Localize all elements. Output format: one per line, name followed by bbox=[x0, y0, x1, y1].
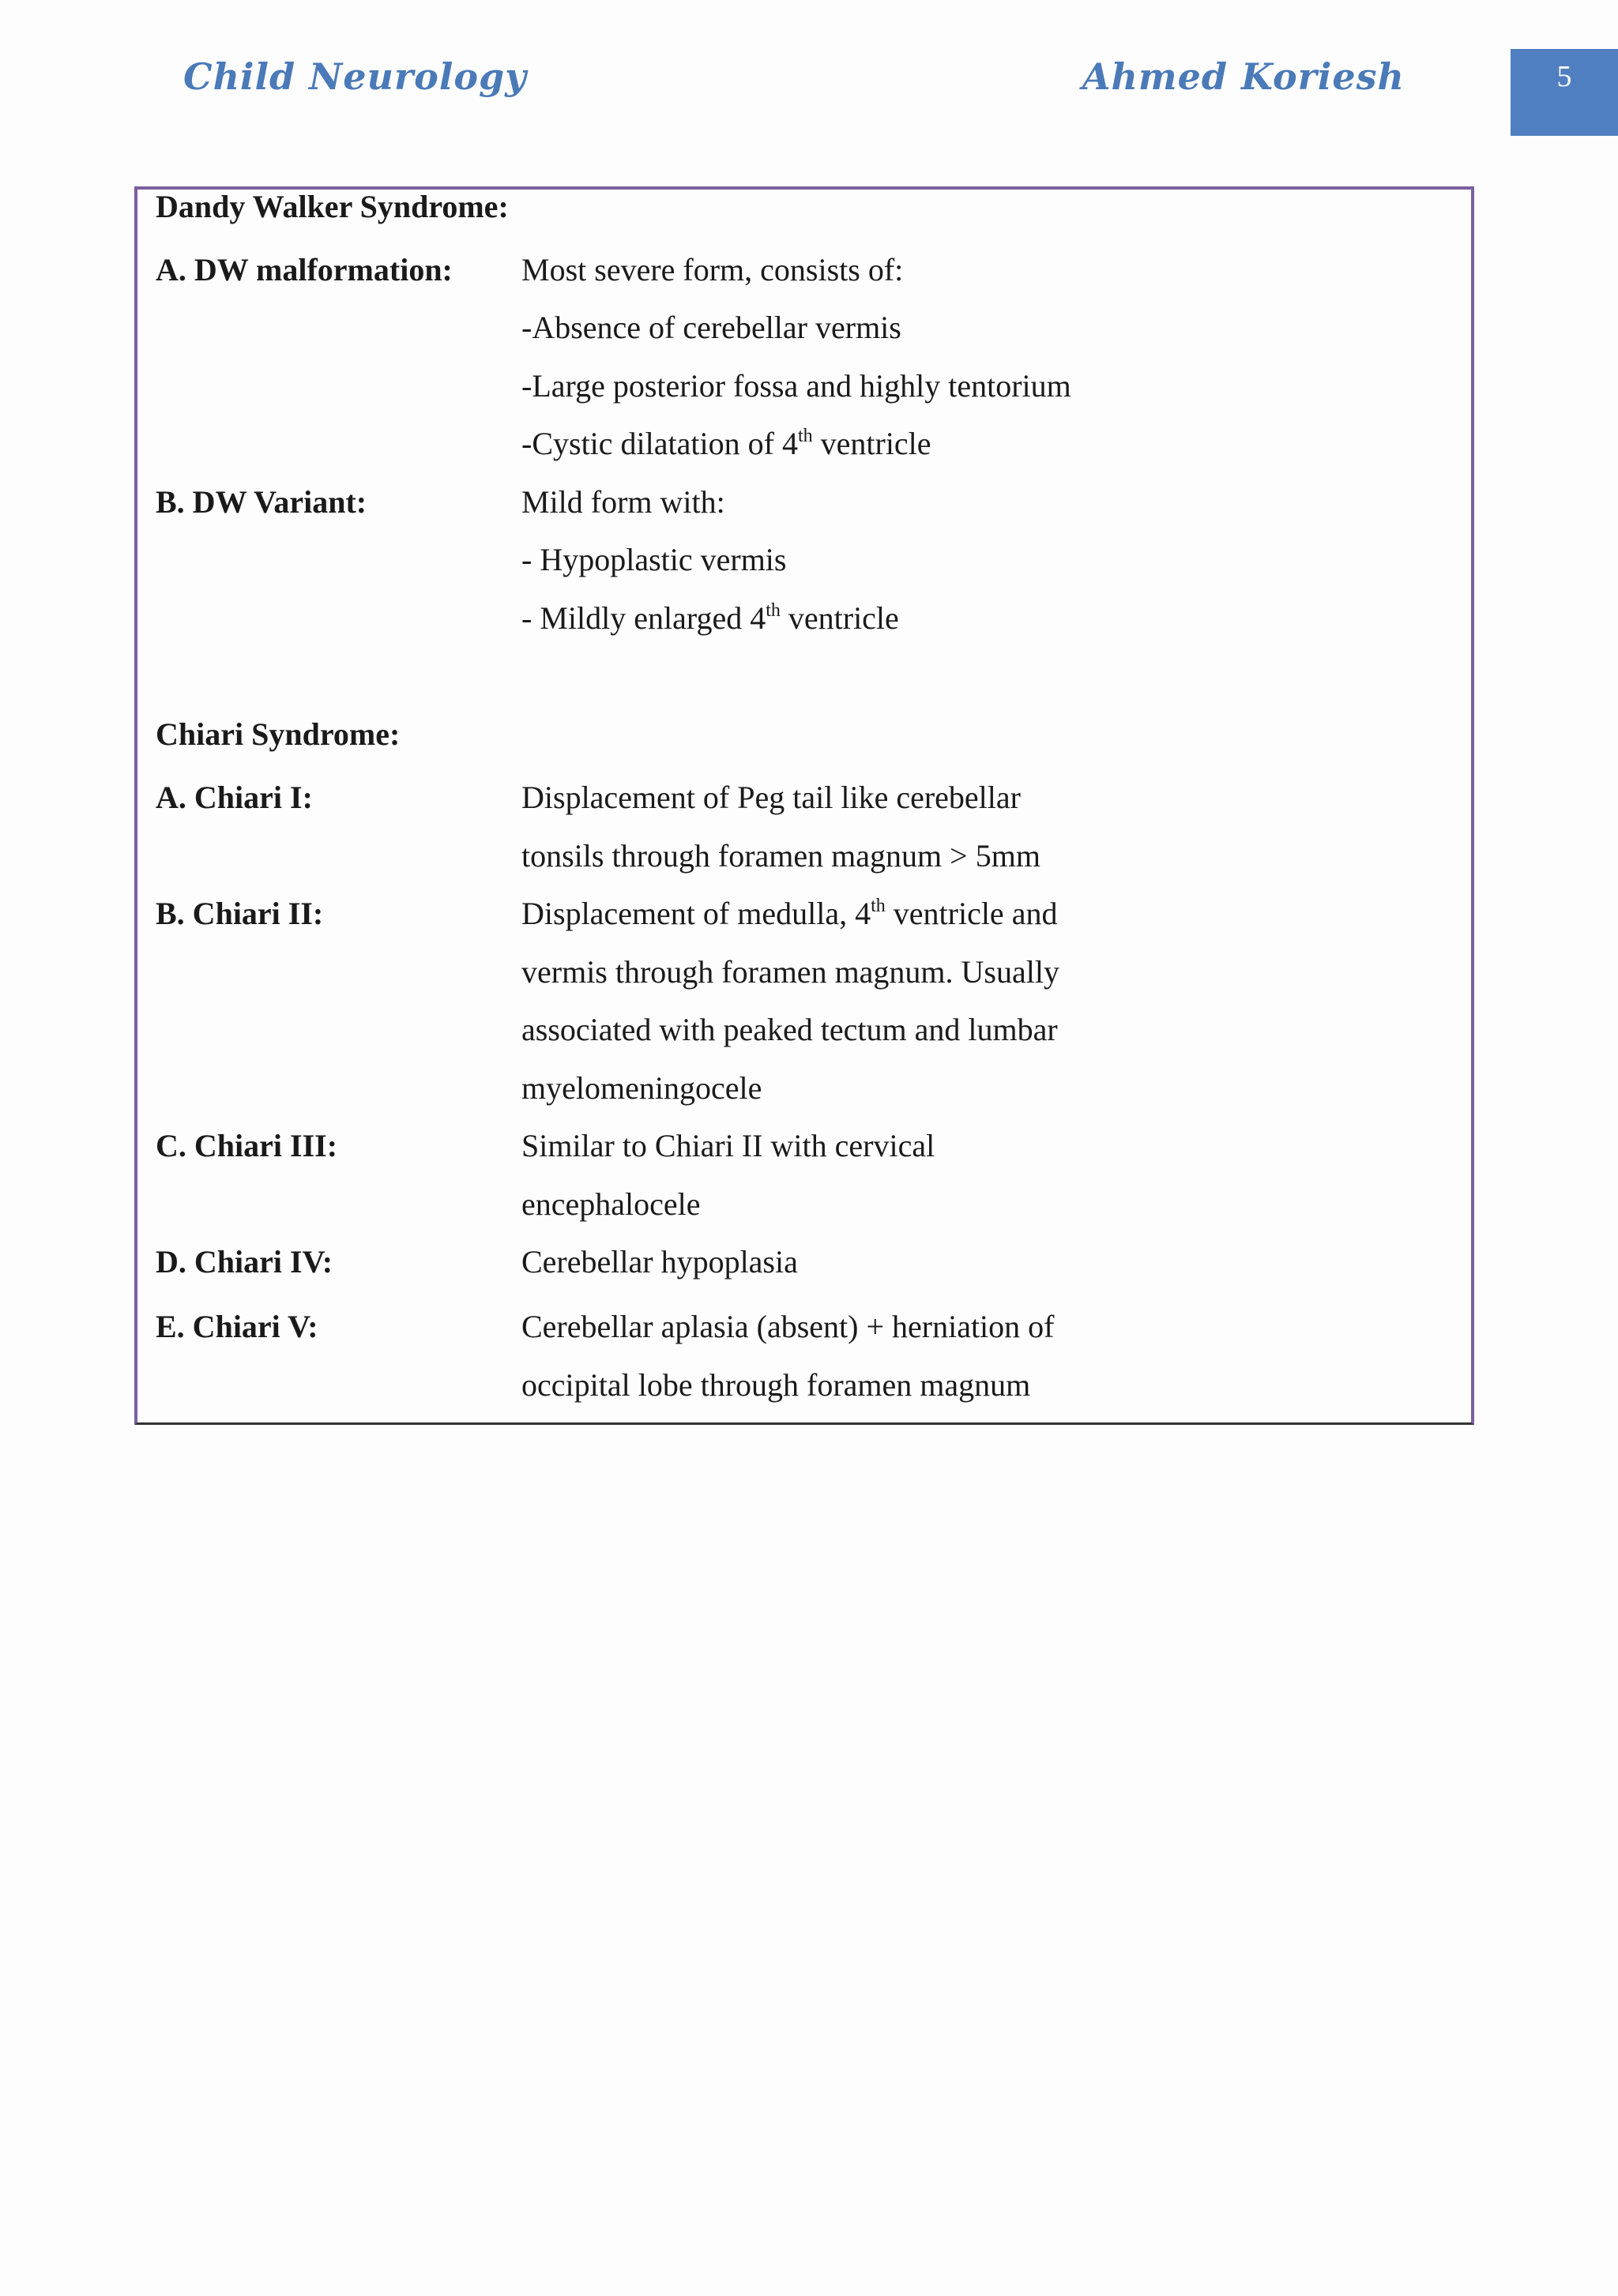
chiari-v-label: E. Chiari V: bbox=[156, 1309, 318, 1344]
dw-malformation-line-1: Most severe form, consists of: bbox=[521, 252, 904, 287]
dw-variant-line-3 bbox=[521, 599, 899, 637]
dw-malformation-line-4-end: ventricle bbox=[812, 426, 931, 461]
page-number-tab bbox=[1511, 49, 1618, 136]
dw-malformation-label: A. DW malformation: bbox=[156, 252, 453, 287]
chiari-ii-line-1-text: Displacement of medulla, 4 bbox=[521, 896, 871, 931]
dw-malformation-line-4-text: -Cystic dilatation of 4 bbox=[521, 426, 798, 461]
dw-malformation-line-2: -Absence of cerebellar vermis bbox=[521, 310, 901, 345]
chiari-title: Chiari Syndrome: bbox=[156, 716, 401, 752]
dandy-walker-title: Dandy Walker Syndrome: bbox=[156, 189, 509, 224]
ordinal-suffix: th bbox=[797, 426, 813, 446]
dw-variant-label: B. DW Variant: bbox=[156, 484, 367, 520]
ordinal-suffix: th bbox=[871, 896, 886, 916]
chiari-ii-line-3: associated with peaked tectum and lumbar bbox=[521, 1012, 1058, 1047]
chiari-iii-line-2: encephalocele bbox=[521, 1186, 701, 1222]
chiari-i-line-2: tonsils through foramen magnum > 5mm bbox=[521, 838, 1040, 874]
dw-variant-line-1: Mild form with: bbox=[521, 484, 725, 520]
dw-variant-line-2: - Hypoplastic vermis bbox=[521, 542, 787, 577]
dw-variant-line-3-end: ventricle bbox=[780, 600, 899, 636]
chiari-ii-line-1-end: ventricle and bbox=[885, 896, 1058, 931]
chiari-iv-label: D. Chiari IV: bbox=[156, 1244, 333, 1280]
dw-malformation-line-4 bbox=[521, 425, 931, 462]
chiari-iii-label: C. Chiari III: bbox=[156, 1128, 338, 1163]
ordinal-suffix: th bbox=[766, 600, 781, 621]
chiari-ii-line-2: vermis through foramen magnum. Usually bbox=[521, 954, 1059, 990]
chiari-v-line-2: occipital lobe through foramen magnum bbox=[521, 1367, 1031, 1403]
dw-variant-line-3-text: - Mildly enlarged 4 bbox=[521, 600, 766, 636]
chiari-iv-line-1: Cerebellar hypoplasia bbox=[521, 1244, 798, 1280]
chiari-iii-line-1: Similar to Chiari II with cervical bbox=[521, 1128, 935, 1163]
chiari-i-line-1: Displacement of Peg tail like cerebellar bbox=[521, 780, 1021, 815]
header-book-title: Child Neurology bbox=[183, 55, 527, 98]
page-number: 5 bbox=[1556, 60, 1572, 93]
chiari-ii-line-4: myelomeningocele bbox=[521, 1070, 762, 1106]
chiari-ii-label: B. Chiari II: bbox=[156, 896, 324, 931]
header-author: Ahmed Koriesh bbox=[1082, 55, 1405, 98]
dw-malformation-line-3: -Large posterior fossa and highly tentorium bbox=[521, 368, 1071, 404]
chiari-ii-line-1 bbox=[521, 895, 1057, 932]
chiari-v-line-1: Cerebellar aplasia (absent) + herniation of bbox=[521, 1309, 1055, 1344]
chiari-i-label: A. Chiari I: bbox=[156, 780, 313, 815]
